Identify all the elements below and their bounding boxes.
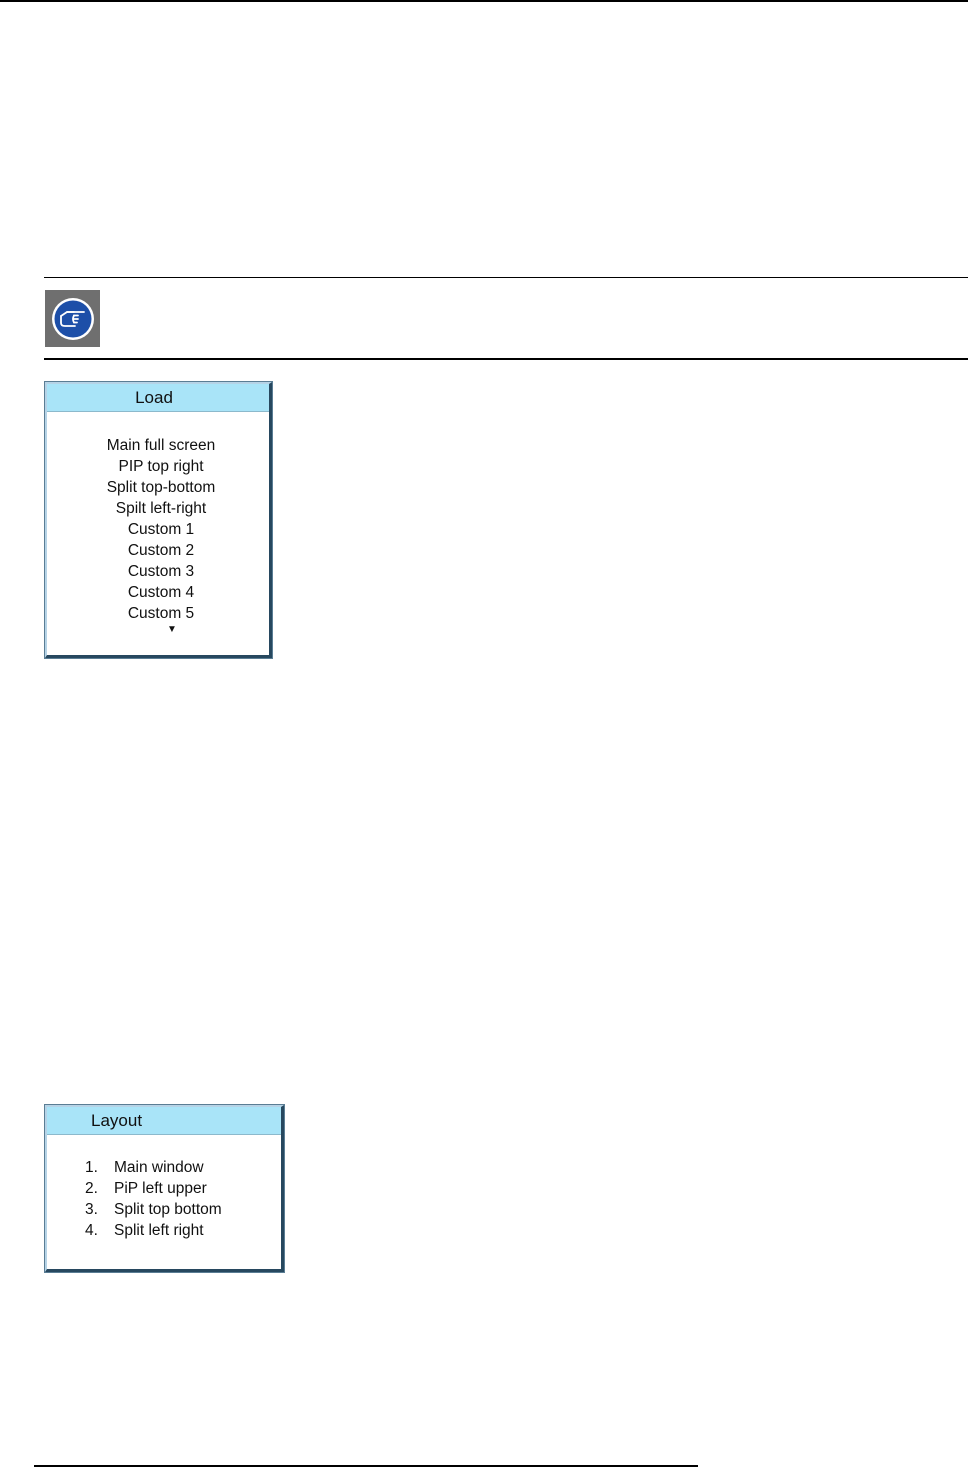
pointing-hand-icon xyxy=(45,290,100,347)
layout-item-main-window[interactable] xyxy=(85,1157,222,1178)
layout-menu-list xyxy=(85,1157,222,1241)
note-bottom-divider xyxy=(44,358,968,360)
load-item-custom-5[interactable]: Custom 5 xyxy=(127,605,195,622)
load-item-pip-top-right[interactable]: PIP top right xyxy=(118,458,204,475)
layout-item-label: Main window xyxy=(114,1159,204,1176)
layout-item-split-left-right[interactable] xyxy=(85,1220,222,1241)
layout-item-label: Split left right xyxy=(114,1222,204,1239)
footer-rule xyxy=(34,1465,698,1467)
load-item-split-top-bottom[interactable]: Split top-bottom xyxy=(106,479,216,496)
layout-item-split-top-bottom[interactable] xyxy=(85,1199,222,1220)
layout-item-number: 4. xyxy=(85,1222,98,1239)
scroll-down-icon[interactable]: ▼ xyxy=(167,624,177,635)
note-top-divider xyxy=(44,277,968,278)
load-menu-title: Load xyxy=(47,384,269,412)
layout-item-number: 2. xyxy=(85,1180,98,1197)
layout-item-number: 3. xyxy=(85,1201,98,1218)
load-item-custom-2[interactable]: Custom 2 xyxy=(127,542,195,559)
layout-menu-title: Layout xyxy=(47,1107,281,1135)
layout-item-pip-left-upper[interactable] xyxy=(85,1178,222,1199)
load-item-custom-3[interactable]: Custom 3 xyxy=(127,563,195,580)
top-rule xyxy=(0,0,968,2)
layout-item-label: PiP left upper xyxy=(114,1180,207,1197)
layout-item-number: 1. xyxy=(85,1159,98,1176)
load-menu-list xyxy=(47,435,267,624)
load-item-main-full-screen[interactable]: Main full screen xyxy=(106,437,216,454)
load-item-custom-1[interactable]: Custom 1 xyxy=(127,521,195,538)
load-item-split-left-right[interactable]: Spilt left-right xyxy=(115,500,207,517)
layout-menu xyxy=(45,1105,284,1272)
layout-item-label: Split top bottom xyxy=(114,1201,222,1218)
load-item-custom-4[interactable]: Custom 4 xyxy=(127,584,195,601)
load-menu xyxy=(45,382,272,658)
